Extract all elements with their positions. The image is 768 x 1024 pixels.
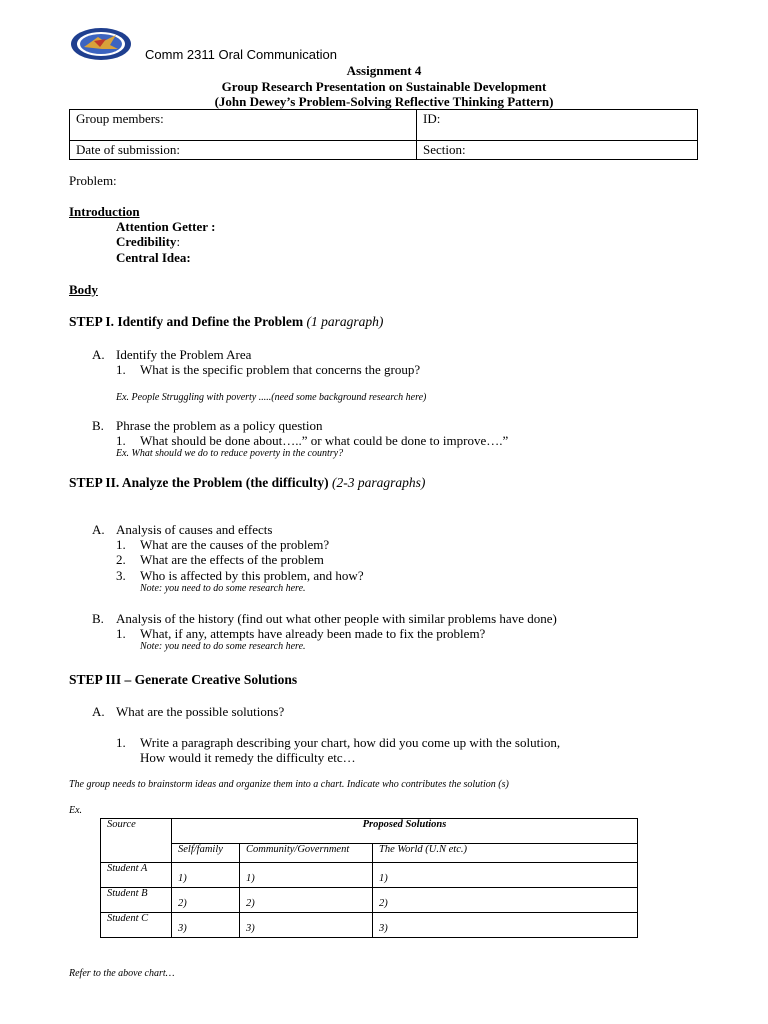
assignment-title: Group Research Presentation on Sustainable Development (221, 79, 547, 94)
step1-title: STEP I. Identify and Define the Problem (69, 314, 307, 329)
step2-item3-num: 3. (116, 568, 126, 583)
step1-a1-num: 1. (116, 362, 126, 377)
step2-item1-num: 1. (116, 537, 126, 552)
step2-b1-text: What, if any, attempts have already been made to fix the problem? (140, 626, 486, 641)
table-row (101, 888, 638, 913)
brainstorm-instruction: The group needs to brainstorm ideas and organize them into a chart. Indicate who contributes the solution (s) (69, 779, 509, 790)
step3-a-label: A. (92, 704, 105, 719)
central-idea-label: Central Idea: (116, 250, 191, 265)
cell-value: 2) (246, 898, 255, 909)
step1-a1-text: What is the specific problem that concerns the group? (140, 362, 421, 377)
step2-a-note: Note: you need to do some research here. (140, 583, 306, 594)
table-cell[interactable] (172, 913, 240, 938)
solutions-chart-table (100, 818, 638, 938)
body-heading: Body (69, 282, 98, 297)
step2-item3-text: Who is affected by this problem, and how? (140, 568, 364, 583)
step1-a-text: Identify the Problem Area (116, 347, 252, 362)
cell-value: 3) (178, 923, 187, 934)
step1-b-example: Ex. What should we do to reduce poverty in the country? (116, 448, 344, 459)
table-cell[interactable] (373, 888, 638, 913)
step2-a-label: A. (92, 522, 105, 537)
step2-b-text: Analysis of the history (find out what other people with similar problems have done) (116, 611, 557, 626)
step2-hint: (2-3 paragraphs) (332, 475, 426, 490)
column-header-the-world: The World (U.N etc.) (373, 844, 638, 863)
table-cell[interactable] (172, 888, 240, 913)
step2-b-label: B. (92, 611, 104, 626)
step1-b-text: Phrase the problem as a policy question (116, 418, 323, 433)
problem-label: Problem: (69, 173, 117, 188)
student-c-label: Student C (101, 913, 172, 938)
credibility-colon: : (176, 234, 181, 249)
step1-a-example: Ex. People Struggling with poverty .....(need some background research here) (116, 392, 427, 403)
section-field[interactable]: Section: (417, 141, 698, 160)
credibility-label (116, 234, 180, 250)
table-cell[interactable] (373, 913, 638, 938)
id-field[interactable]: ID: (417, 110, 698, 141)
group-members-field[interactable]: Group members: (70, 110, 417, 141)
table-row (101, 913, 638, 938)
info-table (69, 109, 698, 160)
step1-hint: (1 paragraph) (306, 314, 384, 329)
source-header: Source (101, 819, 172, 863)
student-a-label: Student A (101, 863, 172, 888)
step3-a1-line2: How would it remedy the difficulty etc… (140, 750, 356, 765)
cell-value: 2) (379, 898, 388, 909)
student-b-label: Student B (101, 888, 172, 913)
cell-value: 1) (178, 873, 187, 884)
credibility-text: Credibility (116, 234, 177, 249)
table-cell[interactable] (240, 913, 373, 938)
footer-note: Refer to the above chart… (69, 968, 175, 979)
introduction-heading: Introduction (69, 204, 140, 219)
step2-title: STEP II. Analyze the Problem (the difficulty) (69, 475, 332, 490)
cell-value: 1) (246, 873, 255, 884)
table-row (101, 863, 638, 888)
cell-value: 2) (178, 898, 187, 909)
university-seal-logo (70, 27, 132, 61)
table-cell[interactable] (240, 863, 373, 888)
step3-a-text: What are the possible solutions? (116, 704, 285, 719)
step1-b1-text: What should be done about…..” or what could be done to improve….” (140, 433, 509, 448)
table-cell[interactable] (373, 863, 638, 888)
table-cell[interactable] (172, 863, 240, 888)
example-label: Ex. (69, 805, 83, 816)
cell-value: 1) (379, 873, 388, 884)
step1-b1-num: 1. (116, 433, 126, 448)
column-header-self-family: Self/family (172, 844, 240, 863)
step1-a-label: A. (92, 347, 105, 362)
step2-item2-text: What are the effects of the problem (140, 552, 324, 567)
cell-value: 3) (379, 923, 388, 934)
assignment-number: Assignment 4 (346, 63, 422, 78)
date-of-submission-field[interactable]: Date of submission: (70, 141, 417, 160)
course-name: Comm 2311 Oral Communication (145, 47, 337, 62)
step3-a1-line1: Write a paragraph describing your chart, how did you come up with the solution, (140, 735, 561, 750)
step1-heading (69, 314, 383, 330)
step2-item1-text: What are the causes of the problem? (140, 537, 330, 552)
step3-heading: STEP III – Generate Creative Solutions (69, 672, 298, 687)
assignment-pattern: (John Dewey’s Problem-Solving Reflective Thinking Pattern) (214, 94, 554, 109)
proposed-solutions-header: Proposed Solutions (172, 819, 638, 844)
step1-b-label: B. (92, 418, 104, 433)
attention-getter-label: Attention Getter : (116, 219, 216, 234)
cell-value: 3) (246, 923, 255, 934)
column-header-community-government: Community/Government (240, 844, 373, 863)
step3-a1-num: 1. (116, 735, 126, 750)
step2-item2-num: 2. (116, 552, 126, 567)
step2-b1-num: 1. (116, 626, 126, 641)
step2-a-text: Analysis of causes and effects (116, 522, 273, 537)
table-cell[interactable] (240, 888, 373, 913)
step2-b-note: Note: you need to do some research here. (140, 641, 306, 652)
step2-heading (69, 475, 425, 491)
